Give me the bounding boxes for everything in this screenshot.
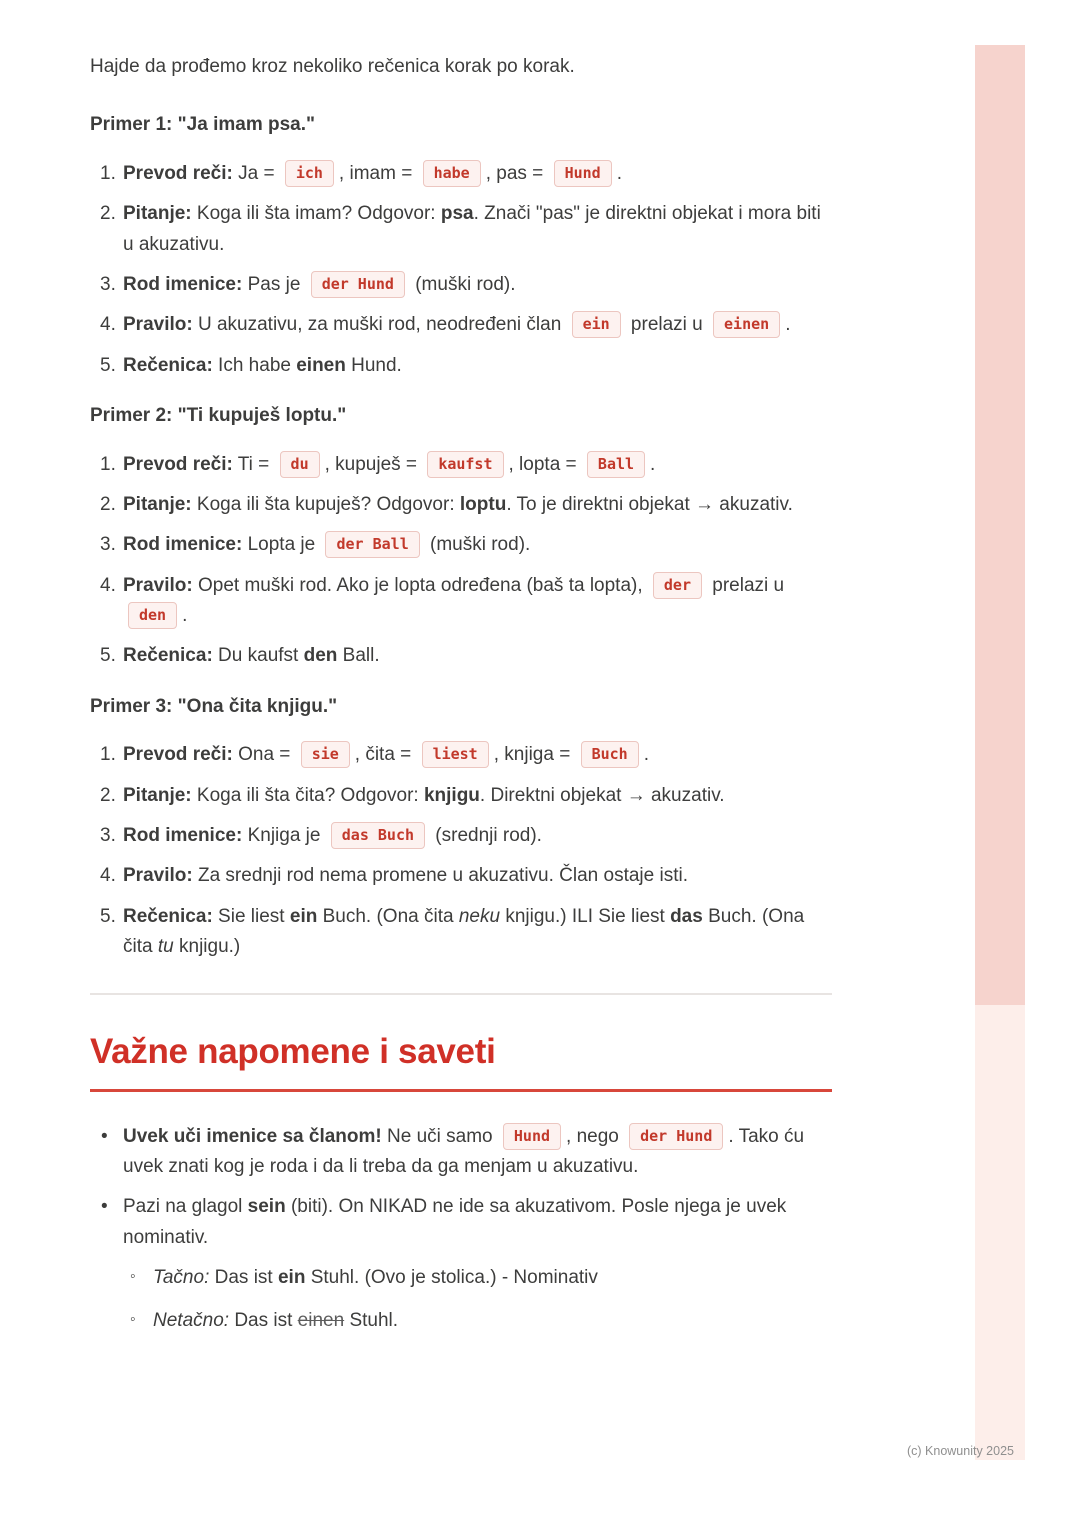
text-run: Knjiga je bbox=[242, 825, 326, 847]
example-heading bbox=[90, 110, 832, 140]
text-run: Ball. bbox=[337, 645, 380, 667]
text-run: neku bbox=[458, 905, 501, 927]
text-run: ein bbox=[277, 1267, 306, 1289]
inline-code-chip: sie bbox=[301, 741, 350, 768]
text-run: Hund. bbox=[345, 354, 402, 376]
section-divider bbox=[90, 993, 832, 995]
text-run: Primer 3: "Ona čita knjigu." bbox=[90, 695, 338, 717]
inline-code-chip: du bbox=[280, 451, 320, 478]
text-run: sein bbox=[247, 1196, 286, 1218]
text-run: Ti = bbox=[232, 453, 275, 475]
text-run: . bbox=[650, 453, 656, 475]
text-run: (muški rod). bbox=[424, 534, 531, 556]
text-run: . To je direktni objekat → akuzativ. bbox=[506, 493, 793, 515]
text-run: Hajde da prođemo kroz nekoliko rečenica korak po korak. bbox=[90, 56, 575, 77]
text-run: Das ist bbox=[209, 1267, 278, 1289]
list-item bbox=[90, 861, 832, 891]
list-item bbox=[90, 902, 832, 963]
text-run: Stuhl. (Ovo je stolica.) - Nominativ bbox=[305, 1267, 598, 1289]
text-run: . Direktni objekat → akuzativ. bbox=[479, 784, 725, 806]
text-run: tu bbox=[157, 936, 174, 958]
text-run: Pravilo: bbox=[123, 865, 193, 887]
inline-code-chip: einen bbox=[713, 311, 780, 338]
text-run: . Tako ću uvek znati kog je roda i da li treba da ga menjam u akuzativu. bbox=[123, 1125, 805, 1177]
text-run: loptu bbox=[459, 493, 507, 515]
text-run: , pas = bbox=[485, 162, 549, 184]
inline-code-chip: Hund bbox=[503, 1123, 561, 1150]
text-run: . bbox=[785, 314, 791, 336]
text-run: Lopta je bbox=[242, 534, 321, 556]
text-run: , kupuješ = bbox=[324, 453, 423, 475]
inline-code-chip: Ball bbox=[587, 451, 645, 478]
inline-code-chip: der bbox=[653, 572, 702, 599]
text-run: Uvek uči imenice sa članom! bbox=[123, 1125, 382, 1147]
text-run: , čita = bbox=[354, 744, 417, 766]
text-run: Ja = bbox=[232, 162, 280, 184]
text-run: Netačno: bbox=[153, 1309, 230, 1331]
inline-code-chip: habe bbox=[423, 160, 481, 187]
text-run: Prevod reči: bbox=[123, 162, 233, 184]
text-run: Pazi na glagol bbox=[123, 1196, 248, 1218]
numbered-list bbox=[90, 740, 832, 962]
bullet-list bbox=[90, 1122, 832, 1336]
text-run: psa bbox=[440, 203, 474, 225]
text-run: knjigu bbox=[423, 784, 480, 806]
numbered-list bbox=[90, 159, 832, 381]
list-item bbox=[90, 450, 832, 480]
text-run: , knjiga = bbox=[493, 744, 576, 766]
text-run: prelazi u bbox=[625, 314, 709, 336]
text-run: den bbox=[303, 645, 338, 667]
text-run: U akuzativu, za muški rod, neodređeni član bbox=[192, 314, 567, 336]
sub-list-item bbox=[123, 1263, 832, 1293]
text-run: Rečenica: bbox=[123, 645, 213, 667]
text-run: Pitanje: bbox=[123, 203, 192, 225]
text-run: Prevod reči: bbox=[123, 453, 233, 475]
text-run: , imam = bbox=[338, 162, 418, 184]
inline-code-chip: ich bbox=[285, 160, 334, 187]
text-run: (srednji rod). bbox=[430, 825, 542, 847]
list-item bbox=[90, 490, 832, 520]
text-run: Ona = bbox=[232, 744, 296, 766]
inline-code-chip: der Ball bbox=[325, 531, 419, 558]
list-item bbox=[90, 351, 832, 381]
list-item bbox=[90, 740, 832, 770]
text-run: Pitanje: bbox=[123, 493, 192, 515]
list-item bbox=[90, 199, 832, 260]
list-item bbox=[90, 310, 832, 340]
numbered-list bbox=[90, 450, 832, 672]
inline-code-chip: kaufst bbox=[427, 451, 503, 478]
text-run: . bbox=[616, 162, 622, 184]
example-heading bbox=[90, 401, 832, 431]
text-run: das bbox=[670, 905, 703, 927]
text-run: Rod imenice: bbox=[123, 273, 243, 295]
page-decoration-stripe bbox=[975, 45, 1025, 1005]
text-run: Pas je bbox=[242, 273, 306, 295]
text-run: Ich habe bbox=[212, 354, 297, 376]
text-run: Rod imenice: bbox=[123, 825, 243, 847]
text-run: . bbox=[182, 605, 188, 627]
text-run: (biti). On NIKAD ne ide sa akuzativom. Posle njega je uvek nominativ. bbox=[123, 1196, 787, 1248]
text-run: Opet muški rod. Ako je lopta određena (baš ta lopta), bbox=[192, 574, 648, 596]
inline-code-chip: der Hund bbox=[311, 271, 405, 298]
text-run: , nego bbox=[566, 1125, 625, 1147]
text-run: Za srednji rod nema promene u akuzativu. Član ostaje isti. bbox=[192, 865, 689, 887]
text-run: Rečenica: bbox=[123, 354, 213, 376]
page-decoration-stripe-light bbox=[975, 1005, 1025, 1460]
text-run: Važne napomene i saveti bbox=[90, 1031, 496, 1071]
text-run: . Znači "pas" je direktni objekat i mora biti u akuzativu. bbox=[123, 203, 821, 255]
text-run: Ne uči samo bbox=[381, 1125, 498, 1147]
list-item bbox=[90, 159, 832, 189]
list-item bbox=[90, 1122, 832, 1183]
text-run: einen bbox=[296, 354, 346, 376]
sub-bullet-list bbox=[123, 1263, 832, 1336]
inline-code-chip: den bbox=[128, 602, 177, 629]
list-item bbox=[90, 270, 832, 300]
text-run: Koga ili šta čita? Odgovor: bbox=[191, 784, 424, 806]
inline-code-chip: Buch bbox=[581, 741, 639, 768]
text-run: Primer 2: "Ti kupuješ loptu." bbox=[90, 405, 347, 427]
text-run: Tačno: bbox=[153, 1267, 210, 1289]
text-run: Rečenica: bbox=[123, 905, 213, 927]
text-run: Sie liest bbox=[212, 905, 290, 927]
inline-code-chip: der Hund bbox=[629, 1123, 723, 1150]
paragraph bbox=[90, 52, 832, 82]
document-body bbox=[90, 52, 832, 1356]
text-run: knjigu.) ILI Sie liest bbox=[500, 905, 671, 927]
text-run: Koga ili šta imam? Odgovor: bbox=[191, 203, 441, 225]
text-run: (muški rod). bbox=[409, 273, 516, 295]
text-run: . bbox=[643, 744, 649, 766]
text-run: Primer 1: "Ja imam psa." bbox=[90, 114, 316, 136]
sub-list-item bbox=[123, 1306, 832, 1336]
section-heading bbox=[90, 1031, 832, 1092]
text-run: knjigu.) bbox=[173, 936, 241, 958]
list-item bbox=[90, 641, 832, 671]
list-item bbox=[90, 530, 832, 560]
text-run: Koga ili šta kupuješ? Odgovor: bbox=[191, 493, 460, 515]
text-run: Buch. (Ona čita bbox=[317, 905, 459, 927]
example-heading bbox=[90, 692, 832, 722]
text-run: Pravilo: bbox=[123, 574, 193, 596]
text-run: Prevod reči: bbox=[123, 744, 233, 766]
text-run: ein bbox=[289, 905, 318, 927]
text-run: Pravilo: bbox=[123, 314, 193, 336]
text-run: , lopta = bbox=[508, 453, 582, 475]
text-run: Pitanje: bbox=[123, 784, 192, 806]
text-run: Buch. (Ona čita bbox=[123, 905, 805, 958]
list-item bbox=[90, 781, 832, 811]
text-run: Du kaufst bbox=[212, 645, 304, 667]
footer-copyright: (c) Knowunity 2025 bbox=[906, 1444, 1014, 1458]
inline-code-chip: das Buch bbox=[331, 822, 425, 849]
list-item bbox=[90, 571, 832, 632]
text-run: Das ist bbox=[229, 1309, 298, 1331]
text-run: Rod imenice: bbox=[123, 534, 243, 556]
text-run: Stuhl. bbox=[344, 1309, 399, 1331]
inline-code-chip: liest bbox=[422, 741, 489, 768]
text-run: einen bbox=[297, 1309, 345, 1331]
inline-code-chip: ein bbox=[572, 311, 621, 338]
text-run: prelazi u bbox=[707, 574, 785, 596]
list-item bbox=[90, 1192, 832, 1336]
inline-code-chip: Hund bbox=[554, 160, 612, 187]
list-item bbox=[90, 821, 832, 851]
